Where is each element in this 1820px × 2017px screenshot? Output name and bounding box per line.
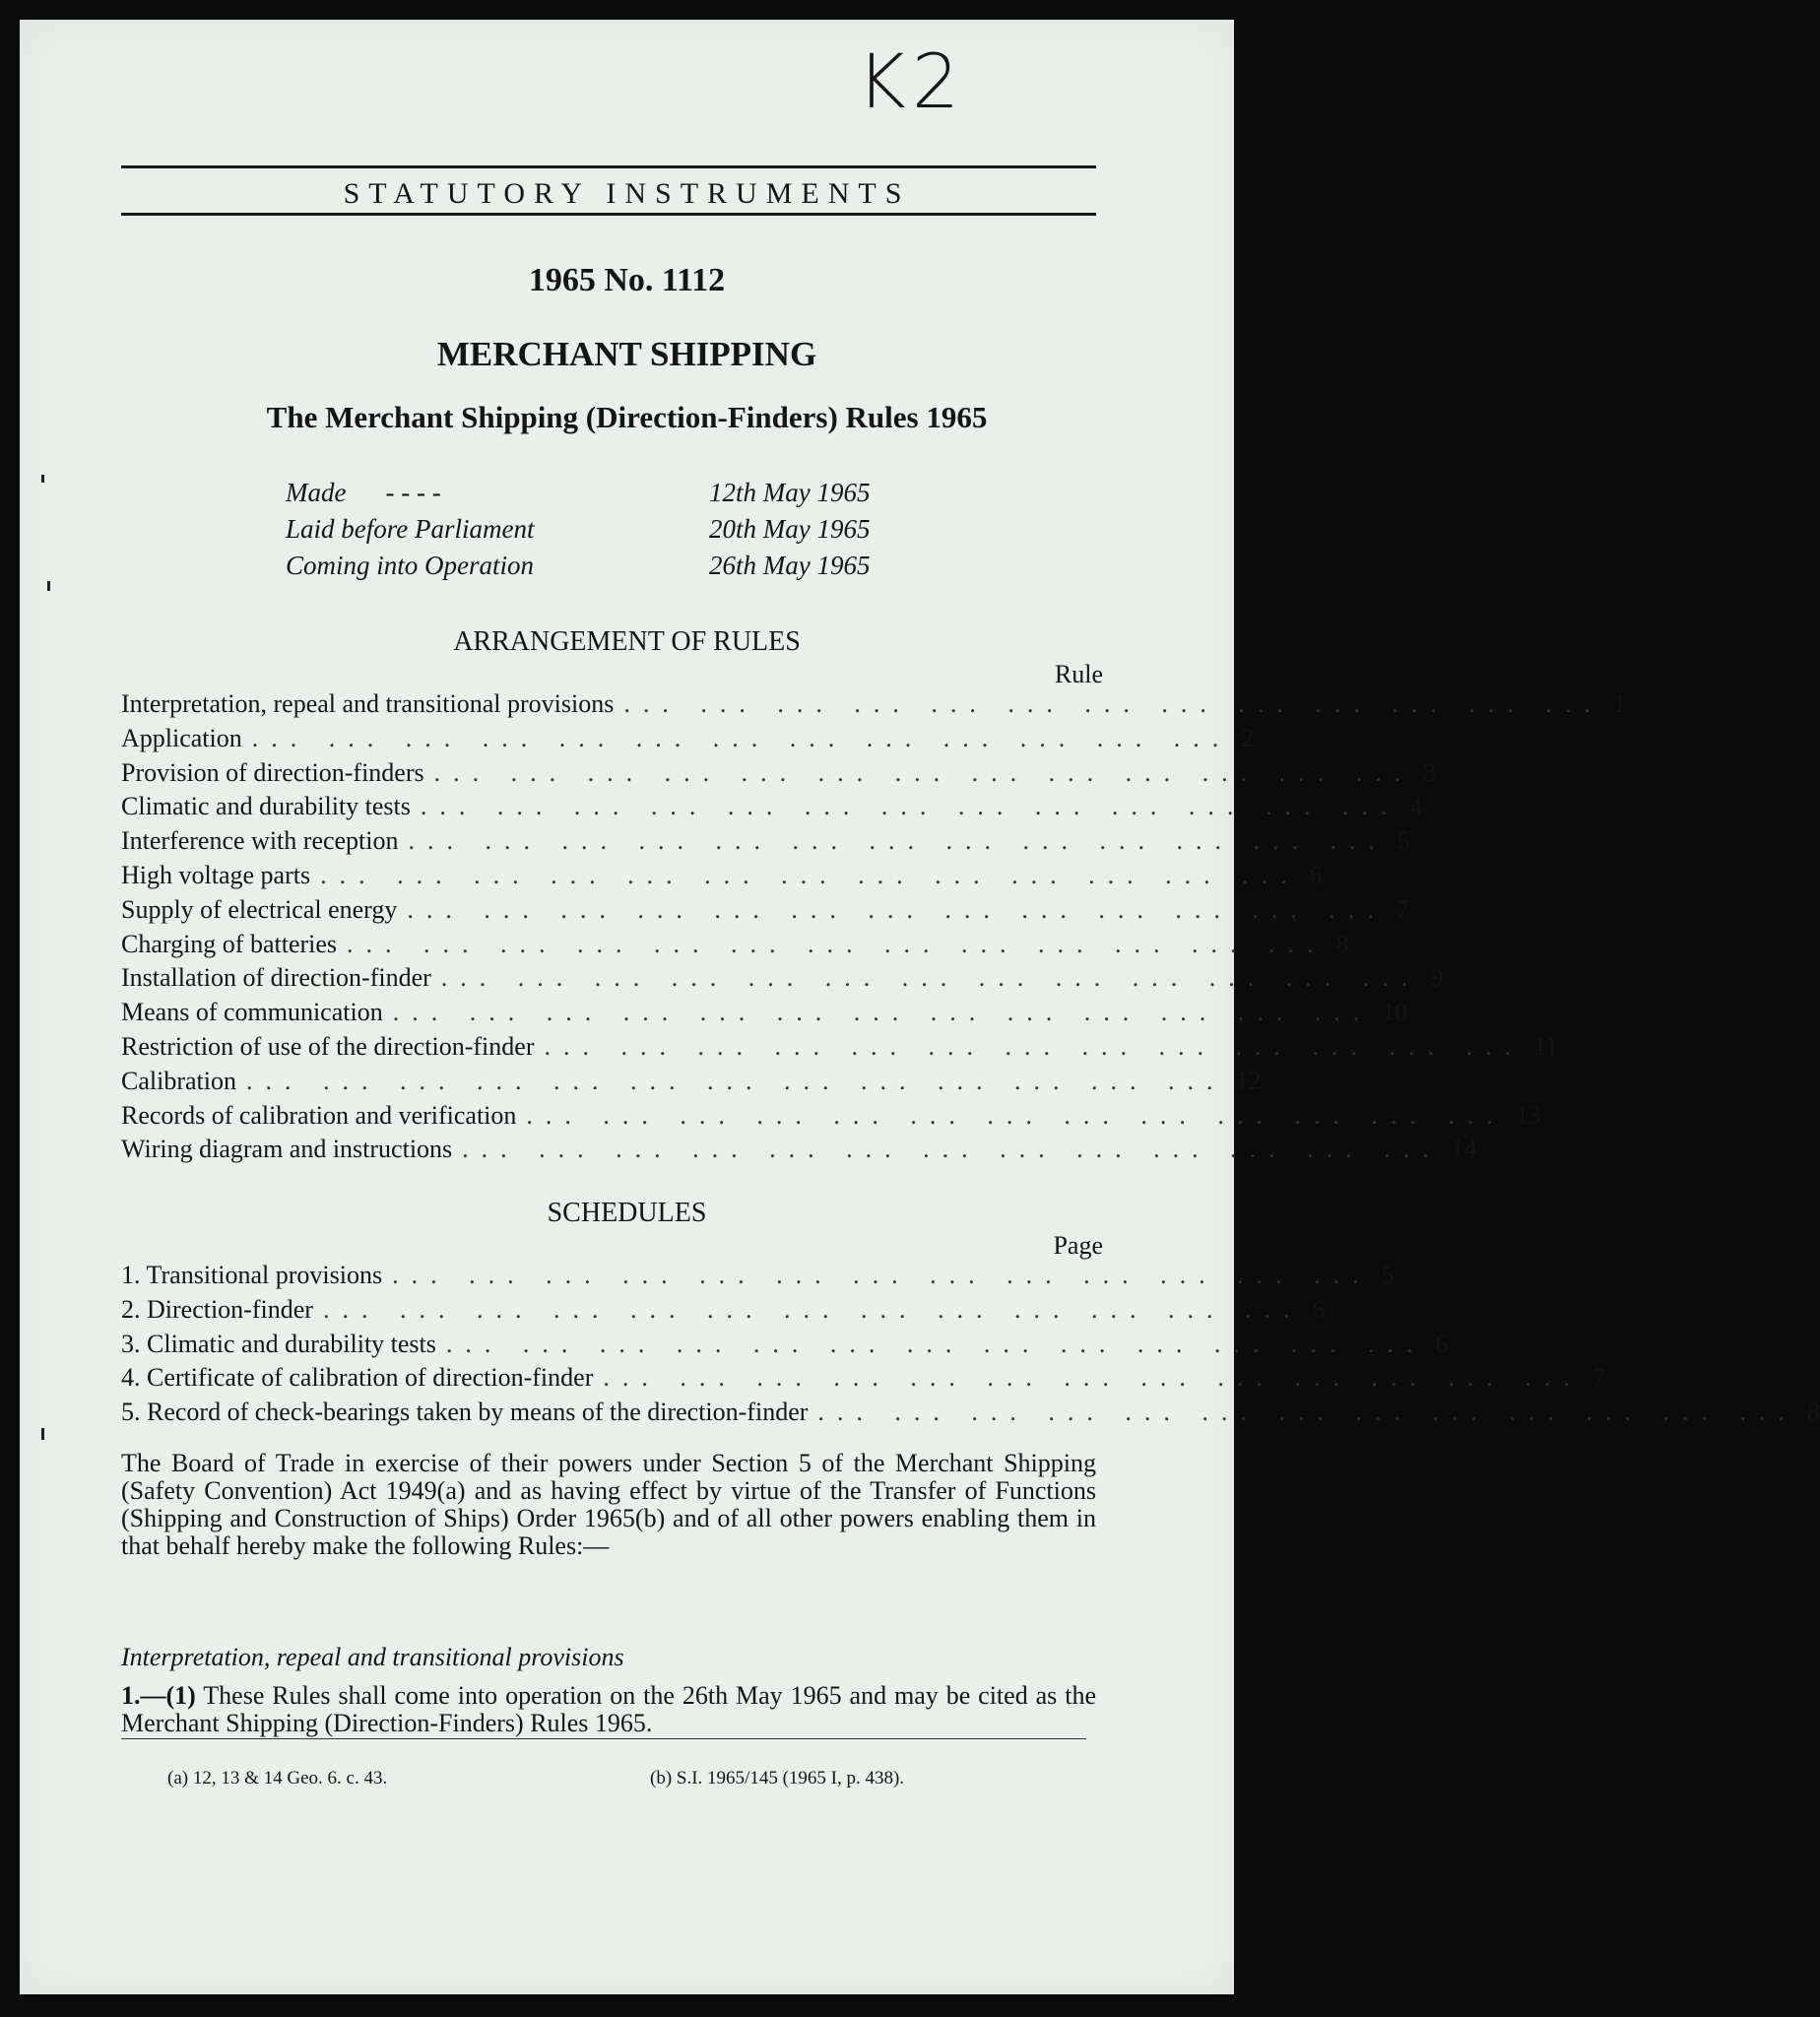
rule-item — [121, 757, 1437, 793]
rule-item — [121, 792, 1423, 826]
leader-dots: ... ... ... ... ... ... ... ... ... ... ... ... ... — [408, 826, 1389, 856]
rule-item — [121, 689, 1626, 724]
leader-dots: ... ... ... ... ... ... ... ... ... ... ... ... ... — [392, 998, 1373, 1027]
rule-item — [121, 860, 1323, 895]
rule-column-label: Rule — [1054, 660, 1103, 688]
schedule-item — [121, 1398, 1820, 1432]
rule-1-text: These Rules shall come into operation on the 26th May 1965 and may be cited as the Merchant Shipping (Direction-Finders) Rules 1965. — [121, 1681, 1096, 1737]
rule-item-title: Installation of direction-finder — [121, 963, 431, 993]
rule-item-number: 11 — [1532, 1031, 1559, 1061]
rule-item — [121, 1135, 1477, 1169]
schedules-contents-list — [121, 1261, 1820, 1432]
leader-dots: ... ... ... ... ... ... ... ... ... ... ... ... ... — [526, 1100, 1506, 1130]
rule-1-paragraph — [121, 1682, 1096, 1737]
schedule-item — [121, 1329, 1449, 1364]
rules-title: The Merchant Shipping (Direction-Finders) Rules 1965 — [266, 400, 988, 434]
date-label: Made - - - - — [286, 478, 441, 507]
schedule-item-number: 8 — [1806, 1398, 1820, 1427]
schedule-item-number: 7 — [1592, 1363, 1605, 1393]
rule-item-title: High voltage parts — [121, 860, 311, 889]
schedule-item-number: 6 — [1435, 1329, 1449, 1358]
rule-item — [121, 929, 1349, 964]
leader-dots: ... ... ... ... ... ... ... ... ... ... ... ... ... — [392, 1261, 1372, 1289]
rule-item-title: Application — [121, 723, 242, 752]
schedules-heading: SCHEDULES — [547, 1198, 707, 1228]
rule-item-number: 4 — [1409, 792, 1423, 821]
rule-item — [121, 826, 1411, 861]
margin-mark — [41, 475, 44, 483]
leader-dots: ... ... ... ... ... ... ... ... ... ... ... ... ... — [420, 792, 1400, 821]
series-heading: STATUTORY INSTRUMENTS — [343, 177, 911, 210]
leader-dots: ... ... ... ... ... ... ... ... ... ... ... ... ... — [462, 1135, 1442, 1164]
rule-item-title: Supply of electrical energy — [121, 894, 398, 924]
arrangement-heading: ARRANGEMENT OF RULES — [453, 626, 801, 657]
rule-item — [121, 1066, 1262, 1101]
instrument-number: 1965 No. 1112 — [528, 262, 726, 298]
page-column-label: Page — [1053, 1231, 1103, 1260]
rule-item-number: 13 — [1515, 1100, 1541, 1130]
leader-dots: ... ... ... ... ... ... ... ... ... ... ... ... ... — [817, 1398, 1797, 1427]
footnote-a: (a) 12, 13 & 14 Geo. 6. c. 43. — [167, 1768, 388, 1789]
date-label: Coming into Operation — [286, 551, 535, 580]
schedule-item-number: 6 — [1312, 1294, 1326, 1324]
leader-dots: ... ... ... ... ... ... ... ... ... ... ... ... ... — [445, 1329, 1426, 1358]
leader-dots: ... ... ... ... ... ... ... ... ... ... ... ... ... — [544, 1031, 1524, 1061]
preamble-paragraph: The Board of Trade in exercise of their powers under Section 5 of the Merchant Shipping (Safety Convention) Act 1949(a) and as having effect by virtue of the Transfer of Functions (Shipping and Construction of Ships) Order 1965(b) and of all other powers enabling them in that behalf hereby make the following Rules:— — [121, 1449, 1096, 1560]
footnote-rule — [121, 1738, 1086, 1739]
date-row-laid — [286, 511, 955, 548]
date-row-operation — [286, 548, 955, 584]
rule-item — [121, 1031, 1559, 1067]
rule-item-number: 6 — [1309, 860, 1323, 889]
header-rule-bottom — [121, 213, 1096, 216]
leader-dots: ... ... ... ... ... ... ... ... ... ... ... ... ... — [603, 1363, 1583, 1393]
rule-item-title: Charging of batteries — [121, 929, 338, 958]
header-rule-top — [121, 165, 1096, 168]
rule-item-title: Climatic and durability tests — [121, 792, 411, 821]
rules-contents-list — [121, 689, 1626, 1169]
date-label: Laid before Parliament — [286, 514, 535, 544]
date-row-made — [286, 475, 955, 511]
schedule-item-title: 1. Transitional provisions — [121, 1261, 383, 1289]
schedule-item-number: 5 — [1381, 1261, 1395, 1289]
rule-1-lead: 1.—(1) — [121, 1681, 196, 1710]
rule-item-title: Calibration — [121, 1066, 236, 1095]
rule-item-number: 8 — [1335, 929, 1349, 958]
schedule-item — [121, 1294, 1326, 1330]
rule-item-number: 7 — [1396, 894, 1409, 924]
rule-item-number: 9 — [1430, 963, 1444, 993]
date-value: 26th May 1965 — [709, 551, 871, 580]
margin-mark — [41, 1428, 44, 1440]
schedule-item-title: 2. Direction-finder — [121, 1294, 313, 1324]
rule-item-title: Interference with reception — [121, 826, 399, 856]
subject-heading: MERCHANT SHIPPING — [436, 335, 817, 373]
section-heading: Interpretation, repeal and transitional provisions — [121, 1643, 624, 1671]
schedule-item-title: 3. Climatic and durability tests — [121, 1329, 436, 1358]
schedule-item — [121, 1363, 1605, 1398]
rule-item-number: 1 — [1612, 689, 1626, 718]
rule-item-number: 12 — [1235, 1066, 1262, 1095]
leader-dots: ... ... ... ... ... ... ... ... ... ... ... ... ... — [623, 689, 1603, 718]
rule-item-number: 10 — [1382, 998, 1408, 1027]
rule-item-title: Wiring diagram and instructions — [121, 1135, 453, 1164]
date-value: 20th May 1965 — [709, 514, 871, 544]
rule-item-number: 3 — [1423, 757, 1437, 787]
rule-item-number: 2 — [1241, 723, 1255, 752]
rule-item-title: Restriction of use of the direction-finder — [121, 1031, 535, 1061]
leader-dots: ... ... ... ... ... ... ... ... ... ... ... ... ... — [245, 1066, 1226, 1095]
leader-dots: ... ... ... ... ... ... ... ... ... ... ... ... ... — [322, 1294, 1303, 1324]
dates-block — [286, 475, 955, 584]
rule-item-title: Means of communication — [121, 998, 383, 1027]
schedule-item-title: 5. Record of check-bearings taken by means of the direction-finder — [121, 1398, 809, 1427]
footnote-b: (b) S.I. 1965/145 (1965 I, p. 438). — [650, 1768, 905, 1789]
leader-dots: ... ... ... ... ... ... ... ... ... ... ... ... ... — [433, 757, 1414, 787]
rule-item-title: Interpretation, repeal and transitional provisions — [121, 689, 615, 718]
rule-item — [121, 894, 1409, 930]
rule-item — [121, 723, 1255, 758]
document-page — [20, 20, 1820, 1994]
margin-mark — [47, 581, 50, 591]
leader-dots: ... ... ... ... ... ... ... ... ... ... ... ... ... — [407, 894, 1387, 924]
leader-dots: ... ... ... ... ... ... ... ... ... ... ... ... ... — [347, 929, 1327, 958]
leader-dots: ... ... ... ... ... ... ... ... ... ... ... ... ... — [251, 723, 1232, 752]
leader-dots: ... ... ... ... ... ... ... ... ... ... ... ... ... — [320, 860, 1300, 889]
rule-item — [121, 963, 1444, 998]
rule-item — [121, 1100, 1541, 1136]
rule-item-number: 14 — [1451, 1135, 1477, 1164]
rule-item-title: Provision of direction-finders — [121, 757, 424, 787]
rule-item-title: Records of calibration and verification — [121, 1100, 517, 1130]
leader-dots: ... ... ... ... ... ... ... ... ... ... ... ... ... — [440, 963, 1421, 993]
schedule-item — [121, 1261, 1395, 1295]
rule-item-number: 5 — [1398, 826, 1411, 856]
handwritten-note: K2 — [857, 37, 966, 125]
date-value: 12th May 1965 — [709, 478, 871, 507]
schedule-item-title: 4. Certificate of calibration of direction-finder — [121, 1363, 594, 1393]
rule-item — [121, 998, 1408, 1032]
